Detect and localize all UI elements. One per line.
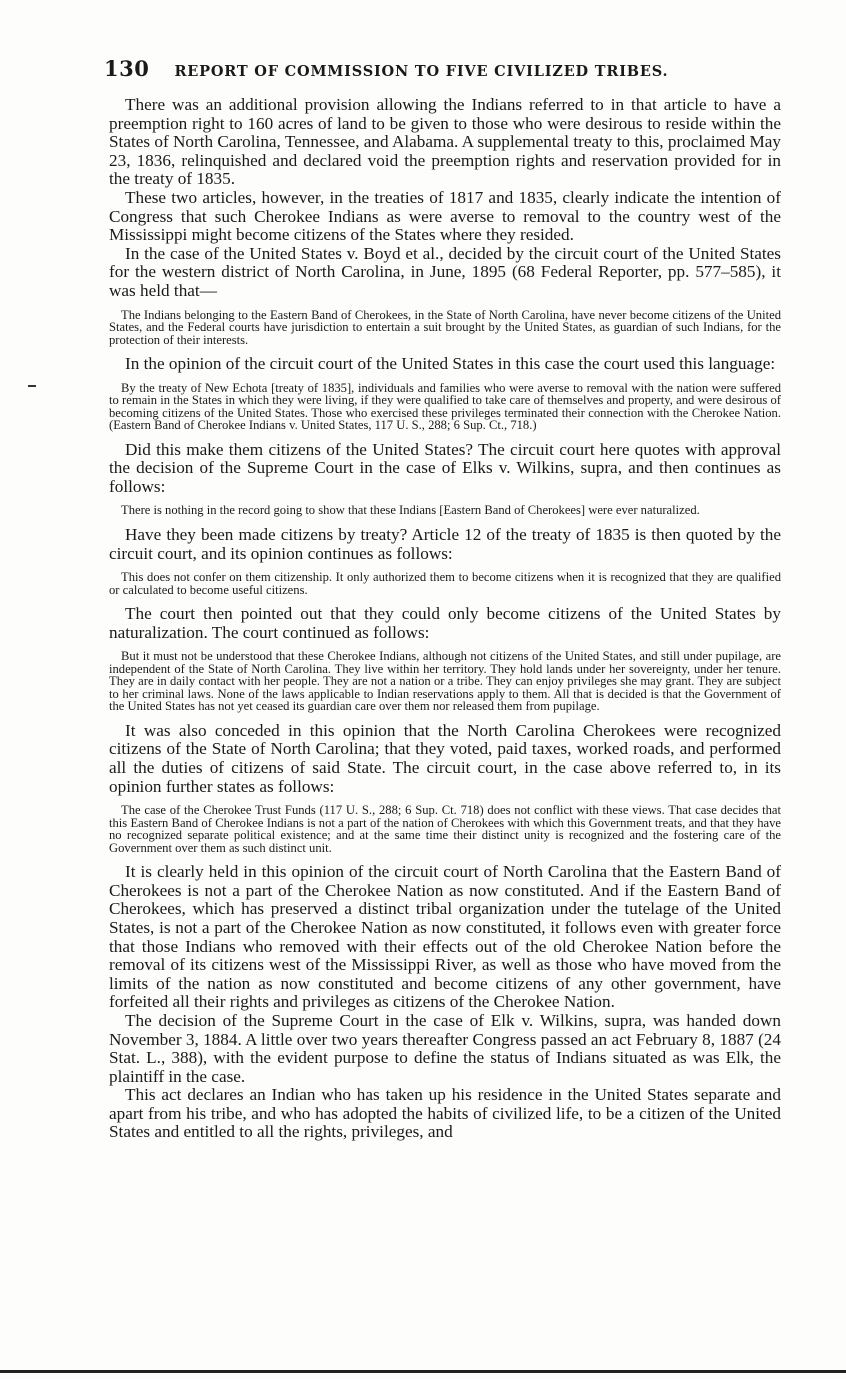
- paragraph: Have they been made citizens by treaty? Article 12 of the treaty of 1835 is then quoted by the circuit court, and its opinion continues as follows:: [109, 524, 781, 563]
- block-quote: But it must not be understood that these Cherokee Indians, although not citizens of the United States, and still under pupilage, are independent of the State of North Carolina. They live within her territory. They hold lands under her sovereignty, under her tenure. They are in daily contact with her people. They are not a nation or a tribe. They can enjoy privileges she may grant. They are subject to her criminal laws. None of the laws applicable to Indian reservations apply to them. All that is decided is that the Government of the United States has not yet ceased its guardian care over them nor released them from pupilage.: [109, 649, 781, 714]
- paragraph: These two articles, however, in the treaties of 1817 and 1835, clearly indicate the intention of Congress that such Cherokee Indians as were averse to removal to the country west of the Mississippi might become citizens of the States where they resided.: [109, 187, 781, 245]
- paragraph: It was also conceded in this opinion that the North Carolina Cherokees were recognized citizens of the State of North Carolina; that they voted, paid taxes, worked roads, and performed all the duties of citizens of said State. The circuit court, in the case above referred to, in its opinion further states as follows:: [109, 720, 781, 796]
- block-quote: The Indians belonging to the Eastern Band of Cherokees, in the State of North Carolina, have never become citizens of the United States, and the Federal courts have jurisdiction to entertain a suit brought by the United States, as guardian of such Indians, for the protection of their interests.: [109, 307, 781, 347]
- block-quote: By the treaty of New Echota [treaty of 1835], individuals and families who were averse to removal with the nation were suffered to remain in the States in which they were living, if they were qualified to take care of themselves and property, and were desirous of becoming citizens of the United States. Those who exercised these privileges terminated their connection with the Cherokee Nation. (Eastern Band of Cherokee Indians v. United States, 117 U. S., 288; 6 Sup. Ct., 718.): [109, 380, 781, 433]
- bottom-border: [0, 1370, 846, 1373]
- paragraph: There was an additional provision allowing the Indians referred to in that article to have a preemption right to 160 acres of land to be given to those who were desirous to reside within the States of North Carolina, Tennessee, and Alabama. A supplemental treaty to this, proclaimed May 23, 1836, relinquished and declared void the preemption rights and reservation provided for in the treaty of 1835.: [109, 95, 781, 189]
- running-head: REPORT OF COMMISSION TO FIVE CIVILIZED TRIBES.: [174, 63, 669, 80]
- paragraph: Did this make them citizens of the United States? The circuit court here quotes with approval the decision of the Supreme Court in the case of Elks v. Wilkins, supra, and then continues as follows:: [109, 439, 781, 496]
- paragraph: It is clearly held in this opinion of the circuit court of North Carolina that the Eastern Band of Cherokees is not a part of the Cherokee Nation as now constituted. And if the Eastern Band of Cherokees, which has preserved a distinct tribal organization under the tutelage of the United States, is not a part of the Cherokee Nation as now constituted, it follows even with greater force that those Indians who removed with their effects out of the old Cherokee Nation before the removal of its citizens west of the Mississippi River, as well as those who have moved from the limits of the nation as now constituted and become citizens of any other government, have forfeited all their rights and privileges as citizens of the Cherokee Nation.: [109, 862, 781, 1012]
- page-number: 130: [104, 56, 150, 81]
- paragraph: In the opinion of the circuit court of the United States in this case the court used this language:: [125, 354, 776, 374]
- page-header: [104, 56, 744, 82]
- paragraph: The decision of the Supreme Court in the case of Elk v. Wilkins, supra, was handed down November 3, 1884. A little over two years thereafter Congress passed an act February 8, 1887 (24 Stat. L., 388), with the evident purpose to define the status of Indians situated as was Elk, the plaintiff in the case.: [109, 1010, 781, 1086]
- block-quote: There is nothing in the record going to show that these Indians [Eastern Band of Cherokees] were ever naturalized.: [121, 503, 700, 518]
- block-quote: The case of the Cherokee Trust Funds (117 U. S., 288; 6 Sup. Ct. 718) does not conflict with these views. That case decides that this Eastern Band of Cherokee Indians is not a part of the nation of Cherokees with which this Government treats, and that they have no recognized separate political existence; and at the same time their distinct unity is recognized and the fostering care of the Government over them as such distinct unit.: [109, 803, 781, 855]
- paragraph: This act declares an Indian who has taken up his residence in the United States separate and apart from his tribe, and who has adopted the habits of civilized life, to be a citizen of the United States and entitled to all the rights, privileges, and: [109, 1085, 781, 1142]
- paragraph: In the case of the United States v. Boyd et al., decided by the circuit court of the United States for the western district of North Carolina, in June, 1895 (68 Federal Reporter, pp. 577–585), it was held that—: [109, 243, 781, 300]
- margin-mark: [28, 385, 36, 387]
- body-text: [109, 96, 781, 1142]
- paragraph: The court then pointed out that they could only become citizens of the United States by naturalization. The court continued as follows:: [109, 604, 781, 642]
- block-quote: This does not confer on them citizenship. It only authorized them to become citizens when it is recognized that they are qualified or calculated to become useful citizens.: [109, 570, 781, 597]
